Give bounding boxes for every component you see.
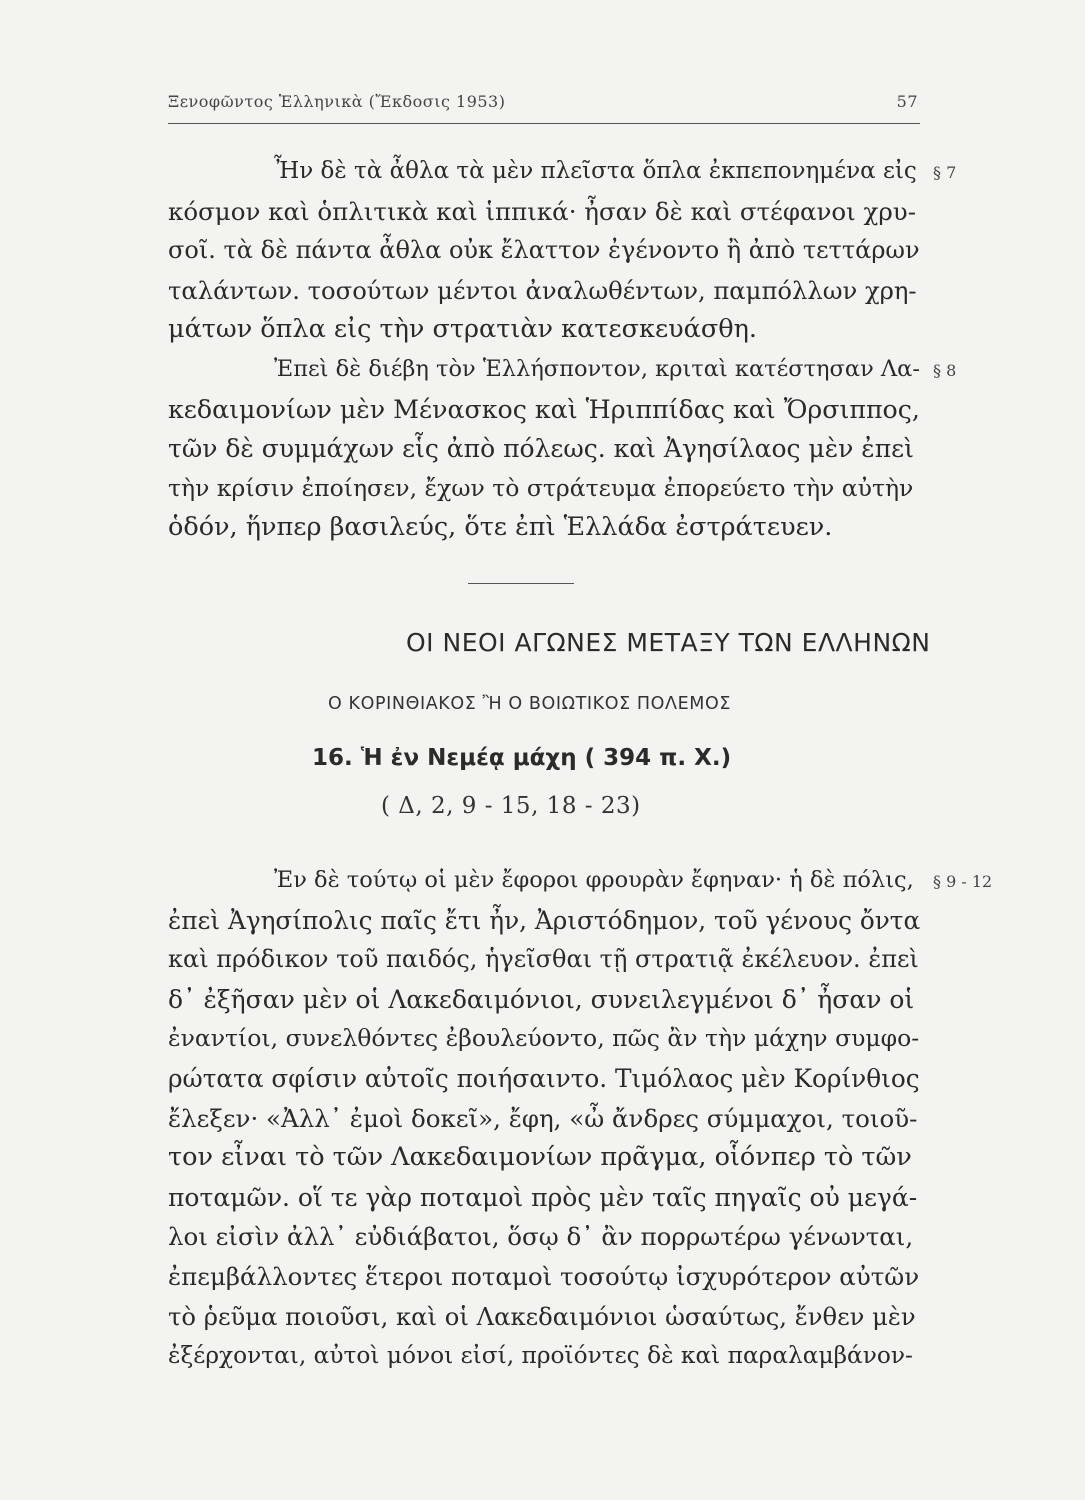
running-head-title: Ξενοφῶντος Ἑλληνικὰ (Ἔκδοσις 1953)	[168, 92, 506, 111]
text-line: τον εἶναι τὸ τῶν Λακεδαιμονίων πρᾶγμα, οἷόνπερ τὸ τῶν	[168, 1142, 912, 1173]
paragraph-2	[168, 350, 920, 548]
text-line: κόσμον καὶ ὁπλιτικὰ καὶ ἱππικά· ἦσαν δὲ καὶ στέφανοι χρυ-	[168, 196, 916, 226]
text-line: Ἐπεὶ δὲ διέβη τὸν Ἑλλήσποντον, κριταὶ κατέστησαν Λα-	[274, 356, 920, 382]
text-line: ἐπεμβάλλοντες ἕτεροι ποταμοὶ τοσούτῳ ἰσχυρότερον αὐτῶν	[168, 1261, 920, 1291]
text-line: ρώτατα σφίσιν αὐτοῖς ποιήσαιντο. Τιμόλαος μὲν Κορίνθιος	[168, 1063, 920, 1093]
text-line: ἔλεξεν· «Ἀλλ᾿ ἐμοὶ δοκεῖ», ἔφη, «ὦ ἄνδρες σύμμαχοι, τοιοῦ-	[168, 1103, 918, 1133]
text-line: σοῖ. τὰ δὲ πάντα ἆθλα οὐκ ἔλαττον ἐγένοντο ἢ ἀπὸ τεττάρων	[168, 236, 920, 265]
page-number: 57	[896, 92, 918, 111]
text-line: δ᾿ ἐξῆσαν μὲν οἱ Λακεδαιμόνιοι, συνειλεγμένοι δ᾿ ἦσαν οἱ	[168, 984, 915, 1014]
paragraph-3	[168, 861, 920, 1376]
text-line: λοι εἰσὶν ἀλλ᾿ εὐδιάβατοι, ὅσῳ δ᾿ ἂν πορρωτέρω γένωνται,	[168, 1222, 914, 1252]
text-line: ποταμῶν. οἵ τε γὰρ ποταμοὶ πρὸς μὲν ταῖς πηγαῖς οὐ μεγά-	[168, 1182, 918, 1212]
text-line: καὶ πρόδικον τοῦ παιδός, ἡγεῖσθαι τῇ στρατιᾷ ἐκέλευον. ἐπεὶ	[168, 945, 919, 974]
text-line: τῶν δὲ συμμάχων εἷς ἀπὸ πόλεως. καὶ Ἀγησίλαος μὲν ἐπεὶ	[168, 434, 914, 464]
section-subtitle: Ο ΚΟΡΙΝΘΙΑΚΟΣ Ἢ Ο ΒΟΙΩΤΙΚΟΣ ΠΟΛΕΜΟΣ	[328, 694, 732, 714]
text-line: ὁδόν, ἥνπερ βασιλεύς, ὅτε ἐπὶ Ἑλλάδα ἐστράτευεν.	[168, 512, 833, 543]
section-mark-8: § 8	[933, 361, 957, 380]
text-line: ταλάντων. τοσούτων μέντοι ἀναλωθέντων, παμπόλλων χρη-	[168, 275, 917, 305]
running-head	[168, 92, 918, 111]
text-line: μάτων ὅπλα εἰς τὴν στρατιὰν κατεσκευάσθη.	[168, 314, 758, 345]
text-line: ἐπεὶ Ἀγησίπολις παῖς ἔτι ἦν, Ἀριστόδημον, τοῦ γένους ὄντα	[168, 905, 921, 935]
paragraph-1	[168, 152, 920, 350]
text-line: τὸ ῥεῦμα ποιοῦσι, καὶ οἱ Λακεδαιμόνιοι ὡσαύτως, ἔνθεν μὲν	[168, 1301, 916, 1331]
section-divider	[468, 583, 574, 584]
header-rule	[168, 123, 920, 124]
chapter-reference: ( Δ, 2, 9 - 15, 18 - 23)	[381, 793, 641, 819]
text-line: ἐναντίοι, συνελθόντες ἐβουλεύοντο, πῶς ἂν τὴν μάχην συμφο-	[168, 1024, 920, 1053]
chapter-title: 16. Ἡ ἐν Νεμέᾳ μάχη ( 394 π. Χ.)	[312, 745, 732, 771]
section-mark-9-12: § 9 - 12	[933, 872, 993, 891]
section-title: ΟΙ ΝΕΟΙ ΑΓΩΝΕΣ ΜΕΤΑΞΥ ΤΩΝ ΕΛΛΗΝΩΝ	[406, 628, 931, 657]
text-line: κεδαιμονίων μὲν Μένασκος καὶ Ἡριππίδας καὶ Ὄρσιππος,	[168, 394, 920, 424]
text-line: ἐξέρχονται, αὐτοὶ μόνοι εἰσί, προϊόντες δὲ καὶ παραλαμβάνον-	[168, 1342, 913, 1370]
text-line: Ἐν δὲ τούτῳ οἱ μὲν ἔφοροι φρουρὰν ἔφηναν· ἡ δὲ πόλις,	[274, 867, 914, 893]
text-line: Ἦν δὲ τὰ ἆθλα τὰ μὲν πλεῖστα ὅπλα ἐκπεπονημένα εἰς	[274, 158, 917, 184]
text-line: τὴν κρίσιν ἐποίησεν, ἔχων τὸ στράτευμα ἐπορεύετο τὴν αὐτὴν	[168, 473, 914, 502]
section-mark-7: § 7	[933, 163, 957, 182]
